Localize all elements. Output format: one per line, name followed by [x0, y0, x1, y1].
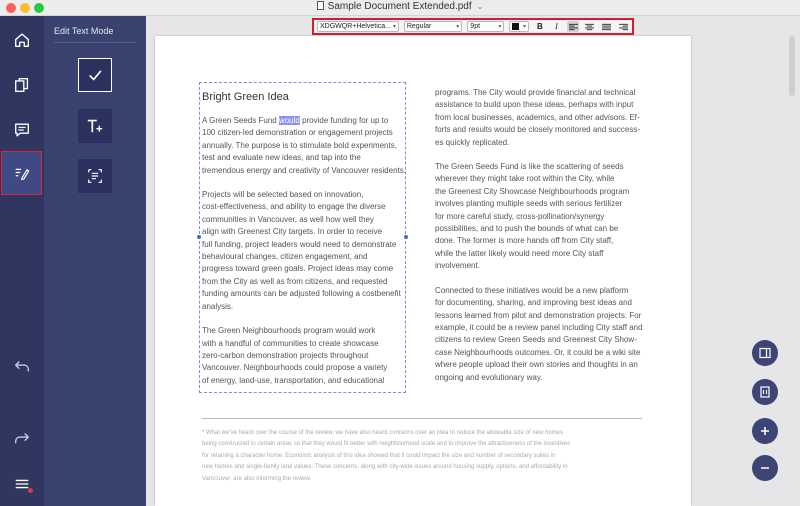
text-line: possibilities, and to push the bounds of what can be	[435, 224, 619, 234]
text-line: assistance to build upon these ideas, perhaps with input	[435, 100, 634, 110]
footnote-line: for retaining a character home. Economic analysis of this idea showed that it could impact the size and number of secondary suites in	[202, 452, 556, 459]
left-text-column[interactable]	[202, 87, 407, 399]
text-line: full funding, project leaders would need to demonstrate	[202, 239, 397, 249]
window-title-area	[0, 1, 800, 12]
text-line: citizens to review Green Seeds and Greenest City Show-	[435, 335, 637, 345]
footnote-line: being constructed in certain areas so that they would fit better with neighbourhood scale and to improve the attractiveness of the incentives	[202, 441, 571, 448]
text-box-select-tool[interactable]	[78, 159, 112, 193]
align-right-icon	[619, 23, 628, 31]
fit-page-icon	[759, 386, 771, 398]
comment-icon	[13, 121, 31, 139]
edit-mode-panel	[44, 16, 146, 506]
font-weight-value: Regular	[406, 23, 432, 30]
panel-divider	[54, 42, 136, 43]
text-fragment: A Green Seeds Fund	[202, 116, 279, 125]
left-paragraph-2[interactable]	[202, 189, 407, 313]
footnote-line: Vancouver, are also informing the review.	[202, 475, 312, 482]
text-line: behavioural changes, citizen engagement, and	[202, 252, 368, 262]
text-line	[202, 115, 407, 127]
nav-undo-button[interactable]	[0, 344, 44, 388]
text-line: test and evaluate new ideas, and tap into the	[202, 153, 361, 163]
text-line: of energy, land-use, transportation, and educational	[202, 375, 385, 385]
font-color-select[interactable]	[509, 21, 529, 32]
edit-mode-title: Edit Text Mode	[54, 26, 114, 36]
add-text-icon	[86, 117, 104, 135]
home-icon	[13, 31, 31, 49]
text-line: Vancouver. Neighbourhoods could propose a variety	[202, 363, 388, 373]
fit-page-button[interactable]	[752, 379, 778, 405]
text-line: funding amounts can be adjusted following a costbenefit	[202, 289, 401, 299]
text-line: lessons learned from pilot and demonstration projects. For	[435, 310, 642, 320]
text-line: Projects will be selected based on innovation,	[202, 190, 364, 200]
resize-handle-left[interactable]	[197, 235, 201, 239]
nav-redo-button[interactable]	[0, 416, 44, 460]
text-line: cost-effectiveness, and ability to engage the diverse	[202, 202, 386, 212]
align-left-button[interactable]	[567, 21, 579, 32]
nav-menu-button[interactable]	[0, 462, 44, 506]
text-fragment: provide funding for up to	[299, 116, 389, 125]
align-justify-button[interactable]	[601, 21, 613, 32]
text-line: annually. The purpose is to stimulate bold experiments,	[202, 140, 397, 150]
zoom-out-button[interactable]	[752, 455, 778, 481]
nav-home-button[interactable]	[0, 18, 44, 62]
checkmark-icon	[86, 66, 104, 84]
text-line: zero-carbon demonstration projects throughout	[202, 350, 369, 360]
italic-button[interactable]: I	[555, 22, 558, 31]
text-line: the Greenest City Showcase Neighbourhoods program	[435, 186, 630, 196]
footnote-divider	[202, 418, 642, 419]
right-paragraph-2[interactable]	[435, 161, 645, 273]
right-paragraph-3[interactable]	[435, 285, 645, 384]
edit-icon	[13, 164, 31, 182]
weight-chevron-icon: ▾	[456, 24, 460, 30]
redo-icon	[13, 429, 31, 447]
window-title: Sample Document Extended.pdf	[327, 1, 472, 12]
text-line: case Neighbourhoods outcomes. Or, it could be a wiki site	[435, 347, 641, 357]
zoom-in-button[interactable]	[752, 418, 778, 444]
font-weight-select[interactable]	[404, 21, 462, 32]
align-right-button[interactable]	[617, 21, 629, 32]
text-line: The Green Neighbourhoods program would work	[202, 326, 376, 336]
text-line: tremendous energy and creativity of Vancouver residents.	[202, 165, 406, 175]
text-format-toolbar	[312, 18, 634, 35]
color-chevron-icon: ▾	[523, 24, 527, 30]
text-line: progress toward green goals. Project ideas may come	[202, 264, 394, 274]
left-paragraph-3[interactable]	[202, 325, 407, 387]
zoom-out-icon	[759, 462, 771, 474]
font-family-select[interactable]	[317, 21, 399, 32]
text-line: analysis.	[202, 301, 234, 311]
text-line: ongoing and evolutionary way.	[435, 372, 543, 382]
document-icon	[317, 1, 324, 10]
footnote[interactable]	[202, 428, 652, 485]
left-paragraph-1[interactable]	[202, 115, 407, 177]
align-center-button[interactable]	[584, 21, 596, 32]
pages-icon	[13, 76, 31, 94]
text-line: align with Greenest City targets. In order to receive	[202, 227, 383, 237]
text-line: The Green Seeds Fund is like the scattering of seeds	[435, 162, 624, 172]
nav-edit-button[interactable]	[1, 151, 42, 195]
font-family-value: XDGWQR+Helvetica...	[320, 23, 391, 30]
document-heading[interactable]: Bright Green Idea	[202, 91, 289, 103]
text-line: Connected to these initiatives would be a new platform	[435, 285, 629, 295]
text-line: with a handful of communities to create showcase	[202, 338, 379, 348]
text-line: for more careful study, cross-pollination/synergy	[435, 211, 605, 221]
text-line: forts and results would be closely monitored and success-	[435, 125, 640, 135]
text-line: involves planting multiple seeds with serious fertilizer	[435, 199, 623, 209]
text-line: from the City as well as from citizens, and requested	[202, 276, 388, 286]
sidebar-panel-icon	[759, 347, 771, 359]
add-text-tool[interactable]	[78, 109, 112, 143]
font-size-value: 9pt	[470, 23, 481, 30]
text-line: wherever they might take root within the City, while	[435, 174, 615, 184]
text-line: involvement.	[435, 261, 480, 271]
left-nav-bar	[0, 16, 44, 506]
vertical-scrollbar[interactable]	[789, 36, 795, 96]
undo-icon	[13, 357, 31, 375]
pdf-page	[155, 36, 691, 506]
window-titlebar	[0, 0, 800, 16]
align-left-icon	[569, 23, 578, 31]
title-chevron-down-icon[interactable]: ⌄	[476, 2, 484, 11]
right-paragraph-1[interactable]	[435, 87, 645, 149]
font-chevron-icon: ▾	[393, 24, 397, 30]
align-center-icon	[585, 23, 594, 31]
text-line: where people upload their own stories and thoughts in an	[435, 360, 638, 370]
size-chevron-icon: ▾	[498, 24, 502, 30]
footnote-line: * What we've heard over the course of the review, we have also heard concerns over an idea to reduce the allowable size of new homes	[202, 430, 564, 436]
text-line: communities in Vancouver, as well how well they	[202, 214, 374, 224]
align-justify-icon	[602, 23, 611, 31]
footnote-line: new homes and single-family land values. These concerns, along with city-wide issues around housing supply, options, and affordability in	[202, 464, 568, 471]
font-size-select[interactable]	[467, 21, 504, 32]
text-line: programs. The City would provide financial and technical	[435, 88, 636, 97]
document-area	[146, 16, 800, 506]
text-line: done. The former is more hands off from City staff,	[435, 236, 614, 246]
text-line: example, it could be a review panel including City staff and	[435, 322, 643, 332]
text-line: es quickly replicated.	[435, 137, 510, 147]
text-line: from local businesses, academics, and other advisors. Ef-	[435, 112, 640, 122]
nav-pages-button[interactable]	[0, 63, 44, 107]
selected-word[interactable]: would	[278, 116, 300, 125]
select-edit-tool[interactable]	[78, 58, 112, 92]
panel-toggle-button[interactable]	[752, 340, 778, 366]
notification-dot	[28, 488, 33, 493]
text-box-select-icon	[86, 167, 104, 185]
color-swatch	[512, 23, 519, 30]
text-line: for documenting, sharing, and improving best ideas and	[435, 298, 633, 308]
bold-button[interactable]: B	[536, 22, 543, 31]
right-text-column[interactable]	[435, 87, 645, 396]
nav-comment-button[interactable]	[0, 108, 44, 152]
text-line: 100 citizen-led demonstration or engagement projects	[202, 128, 393, 138]
text-line: while the latter likely would need more City staff	[435, 248, 604, 258]
zoom-in-icon	[759, 425, 771, 437]
